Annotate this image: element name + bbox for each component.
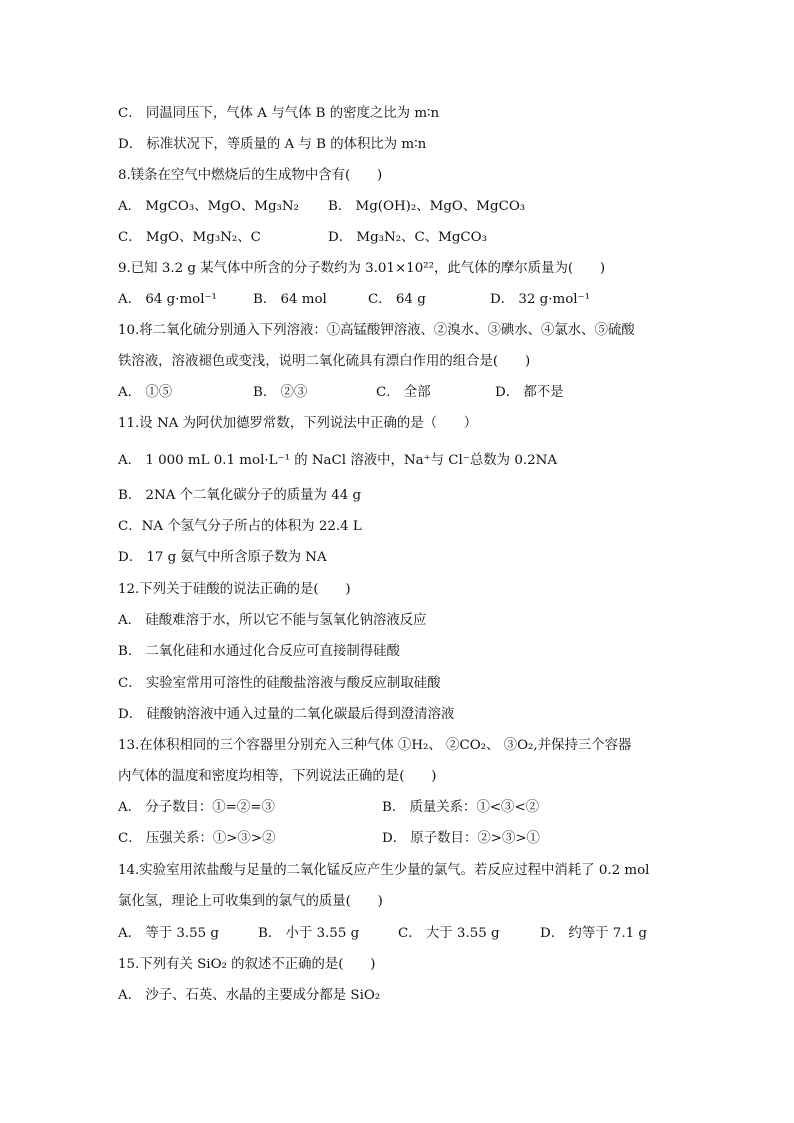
q11-option-a: A． 1 000 mL 0.1 mol·L⁻¹ 的 NaCl 溶液中，Na⁺与 Cl⁻总数为 0.2NA [118,453,558,468]
q12-stem: 12.下列关于硅酸的说法正确的是( ) [118,582,351,597]
q9-option-b: B． 64 mol [253,292,327,307]
q11-option-b: B． 2NA 个二氧化碳分子的质量为 44 g [118,488,362,503]
q8-option-d: D． Mg₃N₂、C、MgCO₃ [328,230,488,245]
q13-stem-line-1: 13.在体积相同的三个容器里分别充入三种气体 ①H₂、 ②CO₂、 ③O₂,并保持三个容器 [118,738,632,753]
q11-option-c: C．NA 个氢气分子所占的体积为 22.4 L [118,519,362,534]
q9-option-a: A． 64 g·mol⁻¹ [118,292,217,307]
q8-option-b: B． Mg(OH)₂、MgO、MgCO₃ [328,199,526,214]
q12-option-c: C． 实验室常用可溶性的硅酸盐溶液与酸反应制取硅酸 [118,676,441,691]
q12-option-d: D． 硅酸钠溶液中通入过量的二氧化碳最后得到澄清溶液 [118,707,455,722]
q13-option-c: C． 压强关系：①>③>② [118,831,276,846]
q7-option-c: C． 同温同压下，气体 A 与气体 B 的密度之比为 m∶n [118,106,440,121]
q10-option-d: D． 都不是 [495,385,564,400]
q14-option-d: D． 约等于 7.1 g [540,926,647,941]
q12-option-b: B． 二氧化硅和水通过化合反应可直接制得硅酸 [118,644,400,659]
q9-option-c: C． 64 g [368,292,426,307]
q13-stem-line-2: 内气体的温度和密度均相等，下列说法正确的是( ) [118,769,437,784]
q9-stem: 9.已知 3.2 g 某气体中所含的分子数约为 3.01×10²²，此气体的摩尔质量为( ) [118,261,606,276]
q13-option-b: B． 质量关系：①<③<② [382,800,540,815]
q7-option-d: D． 标准状况下，等质量的 A 与 B 的体积比为 m∶n [118,137,427,152]
q14-option-a: A． 等于 3.55 g [118,926,219,941]
q14-stem-line-1: 14.实验室用浓盐酸与足量的二氧化锰反应产生少量的氯气。若反应过程中消耗了 0.2 mol [118,863,650,878]
q15-option-a: A． 沙子、石英、水晶的主要成分都是 SiO₂ [118,988,381,1003]
q8-option-a: A． MgCO₃、MgO、Mg₃N₂ [118,199,299,214]
q14-option-b: B． 小于 3.55 g [258,926,360,941]
q8-stem: 8.镁条在空气中燃烧后的生成物中含有( ) [118,168,383,183]
q11-option-d: D． 17 g 氨气中所含原子数为 NA [118,550,327,565]
q9-option-d: D． 32 g·mol⁻¹ [490,292,590,307]
q10-option-a: A． ①⑤ [118,385,173,400]
q11-stem: 11.设 NA 为阿伏加德罗常数，下列说法中正确的是（ ） [118,416,478,431]
q14-option-c: C． 大于 3.55 g [398,926,500,941]
q12-option-a: A． 硅酸难溶于水，所以它不能与氢氧化钠溶液反应 [118,613,427,628]
q10-option-c: C． 全部 [376,385,431,400]
q14-stem-line-2: 氯化氢，理论上可收集到的氯气的质量( ) [118,894,383,909]
q10-stem-line-1: 10.将二氧化硫分别通入下列溶液：①高锰酸钾溶液、②溴水、③碘水、④氯水、⑤硫酸 [118,323,635,338]
q13-option-a: A． 分子数目：①=②=③ [118,800,275,815]
q10-stem-line-2: 铁溶液，溶液褪色或变浅，说明二氧化硫具有漂白作用的组合是( ) [118,354,531,369]
q15-stem: 15.下列有关 SiO₂ 的叙述不正确的是( ) [118,957,376,972]
q8-option-c: C． MgO、Mg₃N₂、C [118,230,261,245]
q13-option-d: D． 原子数目：②>③>① [382,831,540,846]
q10-option-b: B． ②③ [253,385,308,400]
